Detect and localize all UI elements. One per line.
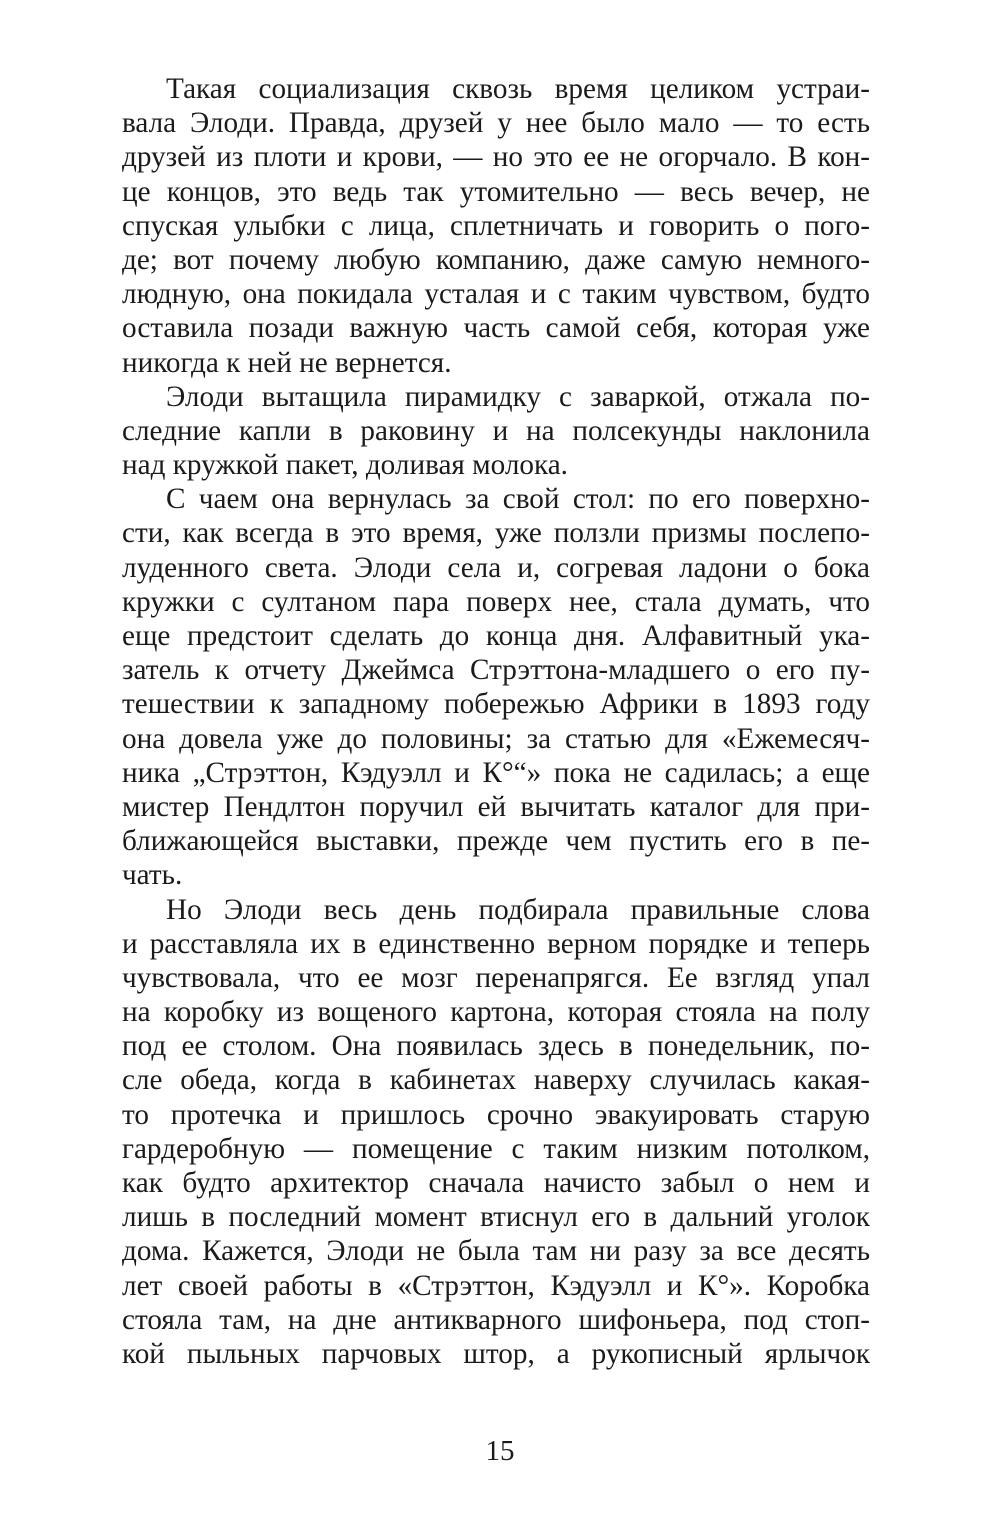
- text-line: мистер Пендлтон поручил ей вычитать каталог для при-: [122, 790, 870, 823]
- text-line: затель к отчету Джеймса Стрэттона-младшего о его пу-: [122, 654, 870, 687]
- text-line: дома. Кажется, Элоди не была там ни разу за все десять: [122, 1235, 870, 1268]
- text-line: сти, как всегда в это время, уже ползли призмы послепо-: [122, 517, 870, 550]
- text-line: оставила позади важную часть самой себя, которая уже: [122, 312, 870, 345]
- text-line: еще предстоит сделать до конца дня. Алфавитный ука-: [122, 620, 870, 652]
- text-line: Элоди вытащила пирамидку с заваркой, отжала по-: [166, 380, 870, 413]
- page-number: 15: [485, 1435, 515, 1467]
- text-line: сле обеда, когда в кабинетах наверху случилась какая-: [122, 1064, 870, 1097]
- text-line: це концов, это ведь так утомительно — весь вечер, не: [122, 175, 870, 208]
- text-line: Но Элоди весь день подбирала правильные слова: [166, 893, 870, 926]
- paragraph: [122, 893, 870, 1372]
- text-line: чувствовала, что ее мозг перенапрягся. Ее взгляд упал: [122, 961, 870, 994]
- text-line: кружки с султаном пара поверх нее, стала думать, что: [122, 585, 870, 618]
- text-line: спуская улыбки с лица, сплетничать и говорить о пого-: [122, 209, 870, 242]
- text-line: лет своей работы в «Стрэттон, Кэдуэлл и К°». Коробка: [122, 1269, 870, 1302]
- text-line: вала Элоди. Правда, друзей у нее было мало — то есть: [122, 107, 870, 140]
- text-line: лишь в последний момент втиснул его в дальний уголок: [122, 1201, 870, 1234]
- text-line: следние капли в раковину и на полсекунды наклонила: [122, 414, 870, 447]
- text-line: С чаем она вернулась за свой стол: по его поверхно-: [166, 483, 870, 516]
- text-line: на коробку из вощеного картона, которая стояла на полу: [122, 996, 870, 1029]
- text-line: Такая социализация сквозь время целиком устраи-: [166, 73, 870, 105]
- text-line: ближающейся выставки, прежде чем пустить его в пе-: [122, 825, 870, 858]
- text-line: никогда к ней не вернется.: [122, 346, 452, 379]
- text-line: людную, она покидала усталая и с таким чувством, будто: [122, 278, 870, 311]
- text-line: под ее столом. Она появилась здесь в понедельник, по-: [122, 1030, 870, 1063]
- paragraph: [122, 380, 870, 483]
- text-line: как будто архитектор сначала начисто забыл о нем и: [122, 1167, 870, 1199]
- text-line: она довела уже до половины; за статью для «Ежемесяч-: [122, 722, 870, 755]
- page-text: [122, 72, 870, 1371]
- text-line: и расставляла их в единственно верном порядке и теперь: [122, 927, 870, 960]
- text-line: друзей из плоти и крови, — но это ее не огорчало. В кон-: [122, 141, 870, 174]
- text-line: гардеробную — помещение с таким низким потолком,: [122, 1132, 870, 1165]
- text-line: чать.: [122, 859, 183, 892]
- text-line: над кружкой пакет, доливая молока.: [122, 449, 568, 482]
- text-line: луденного света. Элоди села и, согревая ладони о бока: [122, 551, 870, 584]
- paragraph: [122, 72, 870, 380]
- text-line: тешествии к западному побережью Африки в 1893 году: [122, 688, 870, 721]
- text-line: де; вот почему любую компанию, даже самую немного-: [122, 243, 870, 276]
- text-line: кой пыльных парчовых штор, а рукописный ярлычок: [122, 1337, 870, 1370]
- text-line: то протечка и пришлось срочно эвакуировать старую: [122, 1098, 870, 1131]
- text-line: ника „Стрэттон, Кэдуэлл и К°“» пока не садилась; а еще: [122, 756, 870, 789]
- paragraph: [122, 482, 870, 892]
- text-line: стояла там, на дне антикварного шифоньера, под стоп-: [122, 1303, 870, 1336]
